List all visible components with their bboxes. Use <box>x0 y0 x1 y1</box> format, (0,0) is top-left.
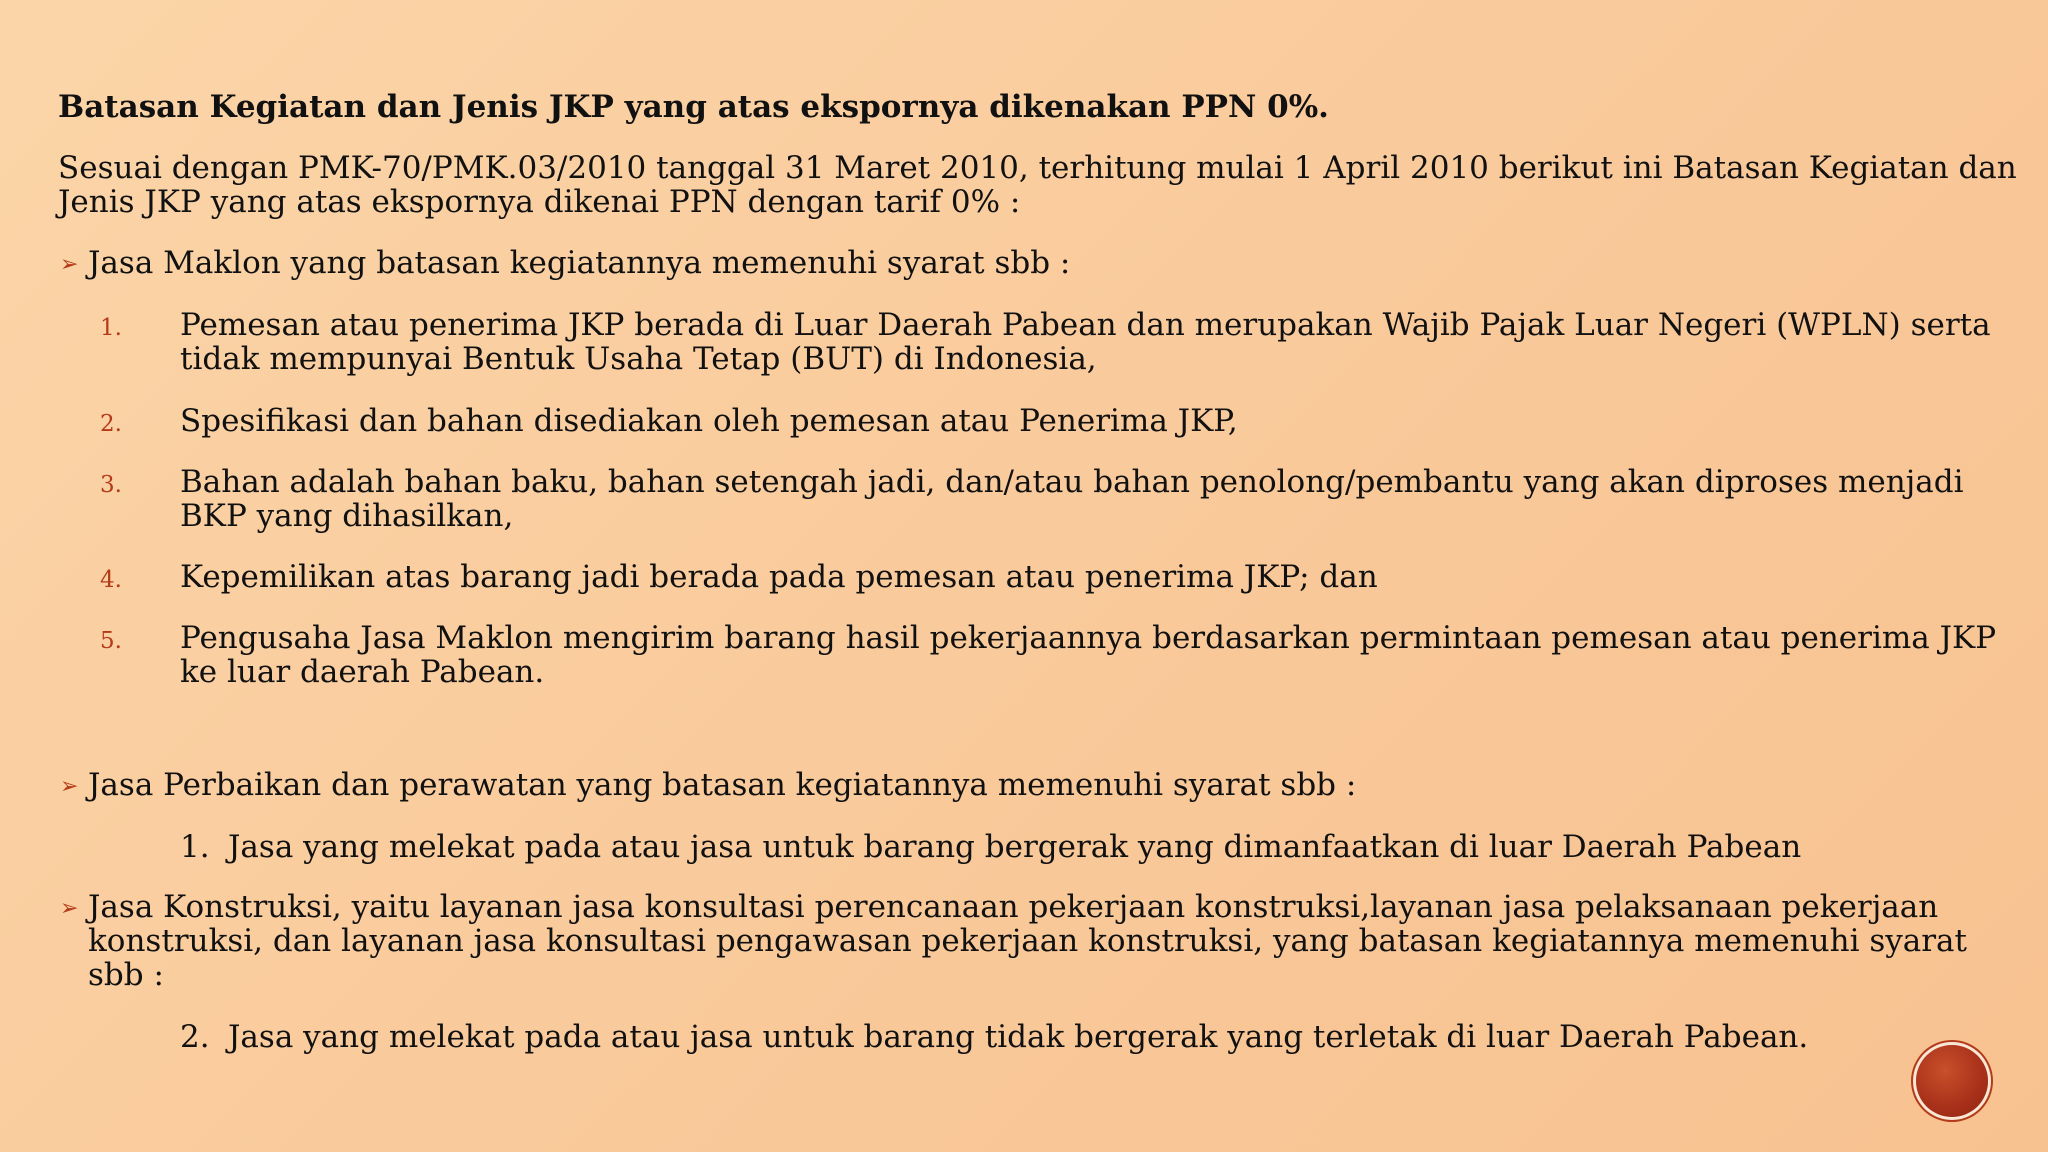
list-item-number: 2. <box>180 1019 210 1055</box>
bullet-text: Jasa Perbaikan dan perawatan yang batasan kegiatannya memenuhi syarat sbb : <box>88 767 1357 803</box>
list-item-number: 4. <box>100 567 122 593</box>
slide-heading: Batasan Kegiatan dan Jenis JKP yang atas ekspornya dikenakan PPN 0%. <box>58 89 1329 125</box>
arrow-right-icon: ➢ <box>60 252 79 277</box>
bullet-text: Jasa Konstruksi, yaitu layanan jasa konsultasi perencanaan pekerjaan konstruksi,layanan jasa pelaksanaan pekerjaan konstruksi, dan layanan jasa konsultasi pengawasan pekerjaan konstruksi, yang batasan kegiatannya memenuhi syarat sbb : <box>88 889 1967 993</box>
list-item <box>180 1020 1808 1054</box>
list-item <box>180 830 1801 864</box>
list-item-number: 1. <box>100 315 122 341</box>
list-item-number: 3. <box>100 472 122 498</box>
list-item-number: 2. <box>100 411 122 437</box>
arrow-right-icon: ➢ <box>60 896 79 921</box>
list-item-text: Jasa yang melekat pada atau jasa untuk barang bergerak yang dimanfaatkan di luar Daerah Pabean <box>228 829 1802 865</box>
decorative-circle-icon <box>1916 1045 1988 1117</box>
list-item-number: 5. <box>100 628 122 654</box>
intro-paragraph: Sesuai dengan PMK-70/PMK.03/2010 tanggal 31 Maret 2010, terhitung mulai 1 April 2010 berikut ini Batasan Kegiatan dan Jenis JKP yang atas ekspornya dikenai PPN dengan tarif 0% : <box>58 150 2017 220</box>
bullet-text: Jasa Maklon yang batasan kegiatannya memenuhi syarat sbb : <box>88 245 1071 281</box>
list-item-text: Jasa yang melekat pada atau jasa untuk barang tidak bergerak yang terletak di luar Daerah Pabean. <box>228 1019 1809 1055</box>
list-item-text: Spesifikasi dan bahan disediakan oleh pemesan atau Penerima JKP, <box>180 403 1238 439</box>
arrow-right-icon: ➢ <box>60 774 79 799</box>
list-item-number: 1. <box>180 829 210 865</box>
list-item-text: Kepemilikan atas barang jadi berada pada pemesan atau penerima JKP; dan <box>180 559 1378 595</box>
list-item-text: Bahan adalah bahan baku, bahan setengah jadi, dan/atau bahan penolong/pembantu yang akan diproses menjadi BKP yang dihasilkan, <box>180 464 1964 534</box>
list-item-text: Pemesan atau penerima JKP berada di Luar Daerah Pabean dan merupakan Wajib Pajak Luar Negeri (WPLN) serta tidak mempunyai Bentuk Usaha Tetap (BUT) di Indonesia, <box>180 307 1991 377</box>
list-item-text: Pengusaha Jasa Maklon mengirim barang hasil pekerjaannya berdasarkan permintaan pemesan atau penerima JKP ke luar daerah Pabean. <box>180 620 1997 690</box>
